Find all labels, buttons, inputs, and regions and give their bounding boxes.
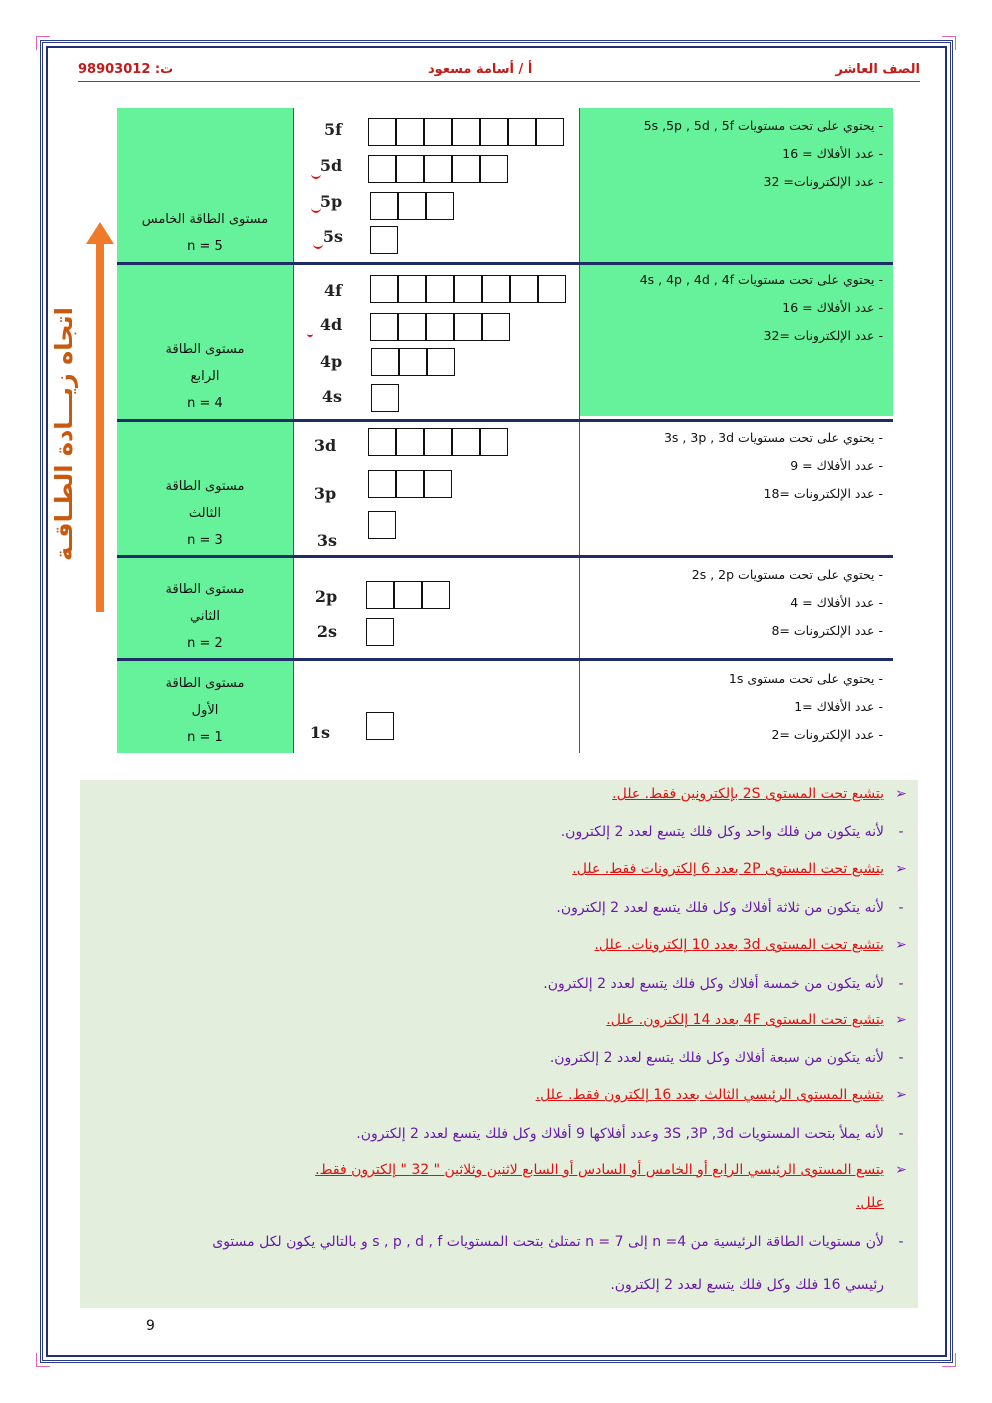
chevron-bullet-icon: ➢ — [895, 786, 907, 802]
orbital-boxes-3d — [368, 428, 508, 456]
question-item: ➢يتشبع تحت المستوى 4F بعدد 14 إلكترون. علل. — [80, 1012, 918, 1028]
question-item: ➢يتشبع تحت المستوى 3d بعدد 10 إلكترونات. علل. — [80, 937, 918, 953]
question-item: ➢يتشبع المستوى الرئيسي الثالث بعدد 16 إلكترون فقط. علل. — [80, 1087, 918, 1103]
column-divider — [579, 108, 580, 753]
answer-item: -لأنه يتكون من خمسة أفلاك وكل فلك يتسع لعدد 2 إلكترون. — [543, 976, 904, 992]
orbital-boxes-4s — [371, 384, 399, 412]
answer-item: -لأنه يتكون من سبعة أفلاك وكل فلك يتسع لعدد 2 إلكترون. — [549, 1050, 904, 1066]
energy-direction-label: اتجاه زيـــادة الطـاقـة — [50, 307, 78, 561]
orbital-boxes-3s — [368, 511, 396, 539]
orbital-boxes-5p — [370, 192, 454, 220]
question-item-continued: علل. — [855, 1195, 884, 1211]
sublevel-label: 3s — [316, 531, 338, 550]
header-phone: ت: 98903012 — [78, 62, 174, 77]
red-mark — [311, 208, 321, 213]
red-mark — [313, 244, 323, 249]
level-label-5: مستوى الطاقة الخامس n = 5 — [141, 212, 269, 254]
page-header — [78, 60, 920, 82]
orbital-boxes-4p — [371, 348, 455, 376]
header-teacher: أ / أسامة مسعود — [428, 62, 533, 77]
answer-item: -لأن مستويات الطاقة الرئيسية من n =4 إلى n = 7 تمتلئ بتحت المستويات s , p , d , f و بالتالي يكون لكل مستوى — [212, 1234, 904, 1250]
row-divider — [117, 419, 893, 422]
sublevel-label: 5s — [322, 227, 344, 246]
row-divider — [117, 555, 893, 558]
level-4-description: - يحتوي على تحت مستويات 4s , 4p , 4d , 4f - عدد الأفلاك = 16 - عدد الإلكترونات =32 — [583, 266, 883, 350]
orbital-boxes-3p — [368, 470, 452, 498]
chevron-bullet-icon: ➢ — [895, 1087, 907, 1103]
row-divider — [117, 262, 893, 265]
level-2-description: - يحتوي على تحت مستويات 2s , 2p - عدد الأفلاك = 4 - عدد الإلكترونات =8 — [583, 561, 883, 645]
header-grade: الصف العاشر — [835, 62, 920, 77]
level-3-description: - يحتوي على تحت مستويات 3s , 3p , 3d - عدد الأفلاك = 9 - عدد الإلكترونات =18 — [583, 424, 883, 508]
question-item: ➢يتسع المستوى الرئيسي الرابع أو الخامس أو السادس أو السابع لاثنين وثلاثين " 32 " إلكترون فقط. — [80, 1162, 918, 1178]
chevron-bullet-icon: ➢ — [895, 1162, 907, 1178]
row-divider — [117, 658, 893, 661]
answer-item: -لأنه يتكون من فلك واحد وكل فلك يتسع لعدد 2 إلكترون. — [560, 824, 904, 840]
level-label-4: مستوى الطاقة الرابع n = 4 — [165, 342, 245, 411]
column-divider — [293, 108, 294, 753]
sublevel-label: 2p — [314, 587, 338, 606]
sublevel-label: 4s — [321, 387, 343, 406]
sublevel-label: 2s — [316, 622, 338, 641]
page-number: 9 — [146, 1318, 155, 1334]
chevron-bullet-icon: ➢ — [895, 861, 907, 877]
energy-levels-table — [117, 108, 893, 753]
level-label-2: مستوى الطاقة الثاني n = 2 — [165, 582, 245, 651]
orbital-boxes-1s — [366, 712, 394, 740]
level-label-3: مستوى الطاقة الثالث n = 3 — [165, 479, 245, 548]
orbital-boxes-4d — [370, 313, 510, 341]
sublevel-label: 4f — [323, 281, 342, 300]
question-item: ➢يتشبع تحت المستوى 2S بإلكترونين فقط. علل. — [80, 786, 918, 802]
orbital-boxes-5f — [368, 118, 564, 146]
level-label-1: مستوى الطاقة الأول n = 1 — [165, 676, 245, 745]
sublevel-label: 1s — [309, 723, 331, 742]
orbital-boxes-2p — [366, 581, 450, 609]
answer-item: -لأنه يتكون من ثلاثة أفلاك وكل فلك يتسع لعدد 2 إلكترون. — [556, 900, 904, 916]
level-1-description: - يحتوي على تحت مستوى 1s - عدد الأفلاك =1 - عدد الإلكترونات =2 — [583, 665, 883, 749]
orbital-boxes-4f — [370, 275, 566, 303]
sublevel-label: 5p — [319, 192, 343, 211]
sublevel-label: 3d — [313, 436, 337, 455]
orbital-boxes-5s — [370, 226, 398, 254]
answer-item: -لأنه يملأ بتحت المستويات 3S ,3P ,3d وعدد أفلاكها 9 أفلاك وكل فلك يتسع لعدد 2 إلكترون. — [356, 1126, 904, 1142]
chevron-bullet-icon: ➢ — [895, 1012, 907, 1028]
orbital-boxes-2s — [366, 618, 394, 646]
question-item: ➢يتشبع تحت المستوى 2P بعدد 6 إلكترونات فقط. علل. — [80, 861, 918, 877]
red-mark — [311, 174, 321, 179]
energy-arrow — [96, 240, 104, 612]
level-5-description: - يحتوي على تحت مستويات 5s ,5p , 5d , 5f - عدد الأفلاك = 16 - عدد الإلكترونات= 32 — [583, 112, 883, 196]
sublevel-label: 5d — [319, 156, 343, 175]
sublevel-label: 4p — [319, 352, 343, 371]
sublevel-label: 4d — [319, 315, 343, 334]
answer-item-continued: رئيسي 16 فلك وكل فلك يتسع لعدد 2 إلكترون. — [610, 1277, 884, 1293]
sublevel-label: 5f — [323, 120, 342, 139]
red-mark — [307, 332, 313, 337]
sublevel-label: 3p — [313, 484, 337, 503]
explanations-panel — [80, 780, 918, 1308]
chevron-bullet-icon: ➢ — [895, 937, 907, 953]
orbital-boxes-5d — [368, 155, 508, 183]
